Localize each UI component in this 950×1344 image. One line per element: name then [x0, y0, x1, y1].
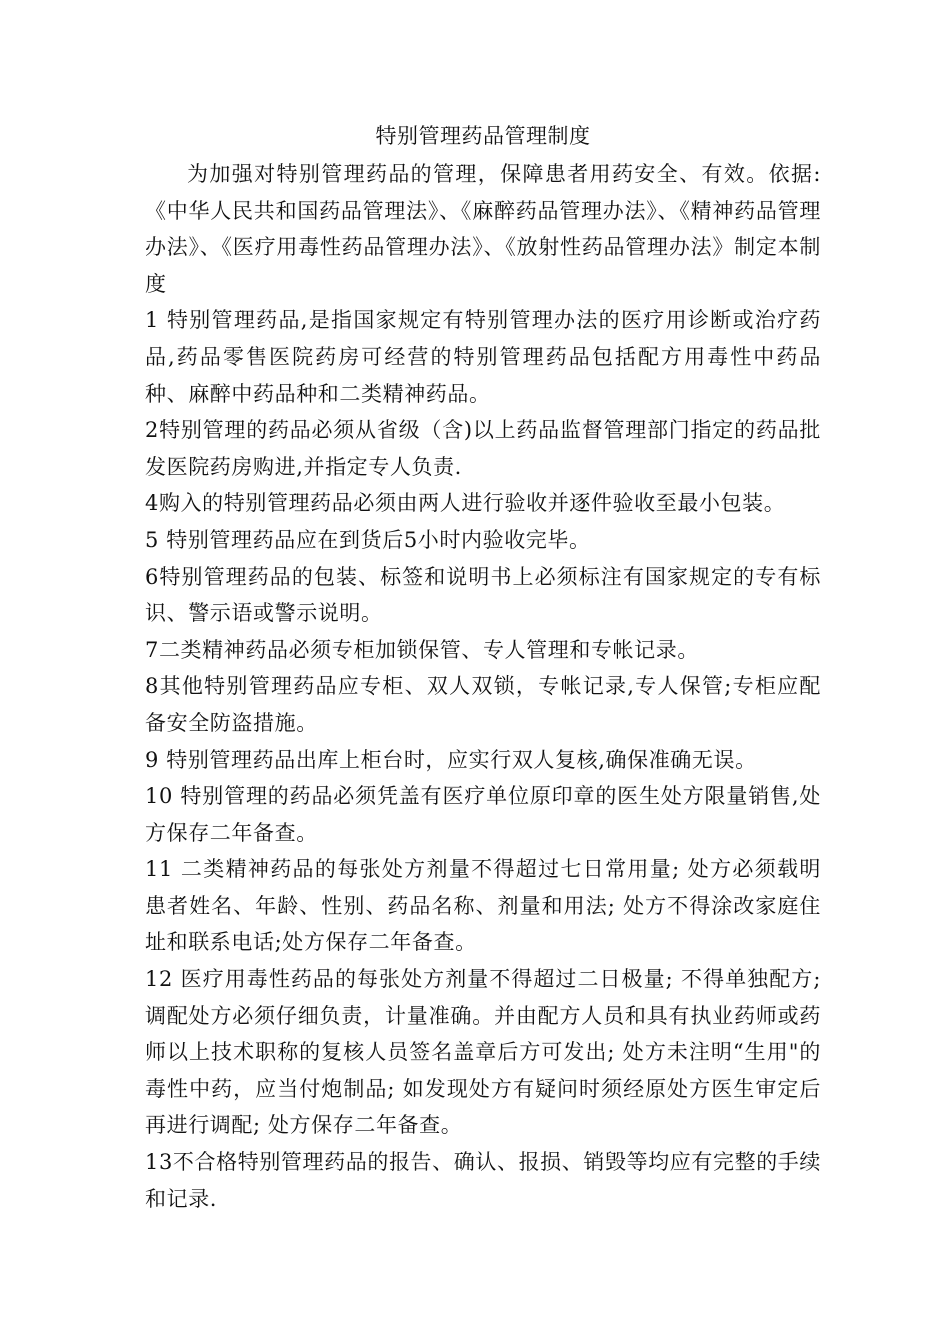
paragraph-9: 9 特别管理药品出库上柜台时，应实行双人复核,确保准确无误。: [145, 747, 757, 772]
paragraph-10: 10 特别管理的药品必须凭盖有医疗单位原印章的医生处方限量销售,处方保存二年备查。: [145, 784, 821, 845]
paragraph-1: 1 特别管理药品,是指国家规定有特别管理办法的医疗用诊断或治疗药品,药品零售医院药房可经营的特别管理药品包括配方用毒性中药品种、麻醉中药品种和二类精神药品。: [145, 308, 821, 406]
intro-paragraph: 为加强对特别管理药品的管理，保障患者用药安全、有效。依据:《中华人民共和国药品管理法》、《麻醉药品管理办法》、《精神药品管理办法》、《医疗用毒性药品管理办法》、《放射性药品管理办法》制定本制度: [145, 162, 821, 296]
document-page: [145, 118, 821, 1217]
paragraph-6: 6特别管理药品的包装、标签和说明书上必须标注有国家规定的专有标识、警示语或警示说明。: [145, 564, 821, 626]
paragraph-2: 2特别管理的药品必须从省级（含)以上药品监督管理部门指定的药品批发医院药房购进,并指定专人负责.: [145, 418, 821, 479]
document-title: 特别管理药品管理制度: [375, 124, 591, 148]
paragraph-4: 4购入的特别管理药品必须由两人进行验收并逐件验收至最小包装。: [145, 491, 786, 516]
paragraph-13: 13不合格特别管理药品的报告、确认、报损、销毁等均应有完整的手续和记录.: [145, 1150, 821, 1211]
paragraph-11: 11 二类精神药品的每张处方剂量不得超过七日常用量; 处方必须载明患者姓名、年龄、性别、药品名称、剂量和用法; 处方不得涂改家庭住址和联系电话;处方保存二年备查。: [145, 857, 821, 955]
paragraph-12: 12 医疗用毒性药品的每张处方剂量不得超过二日极量; 不得单独配方; 调配处方必须仔细负责，计量准确。并由配方人员和具有执业药师或药师以上技术职称的复核人员签名盖章后方可发出; 处方未注明“生用"的毒性中药，应当付炮制品; 如发现处方有疑问时须经原处方医生审定后再进行调配; 处方保存二年备查。: [145, 967, 821, 1138]
paragraph-5: 5 特别管理药品应在到货后5小时内验收完毕。: [145, 527, 591, 552]
paragraph-7: 7二类精神药品必须专柜加锁保管、专人管理和专帐记录。: [145, 637, 699, 662]
paragraph-8: 8其他特别管理药品应专柜、双人双锁，专帐记录,专人保管;专柜应配备安全防盗措施。: [145, 674, 821, 735]
